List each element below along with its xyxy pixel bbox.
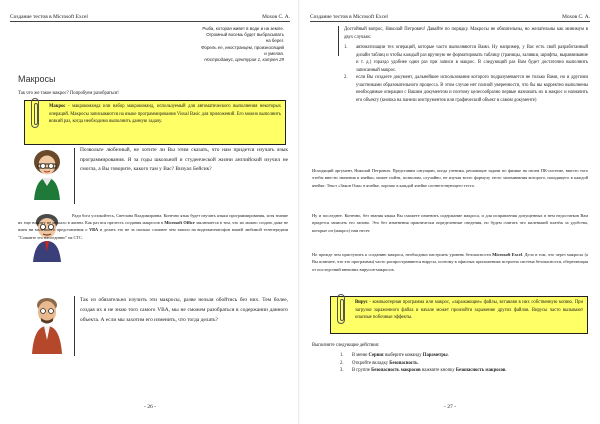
- definition-box: [24, 100, 286, 145]
- dialog-teacher: Так из обязательно изучить эти макросы, разве нельзя обойтись без них. Тем более, создая их я не знаю того самого VBA, мы не сможем разобраться в содержании данного объекта. А если мы захотим его изменить, что тогда делать?: [80, 297, 288, 323]
- header-author: Мохов С. А.: [562, 14, 590, 20]
- header-author: Мохов С. А.: [262, 14, 290, 20]
- dialog-divider: [74, 296, 75, 356]
- paragraph: Ну и последнее. Конечно, без знания языка Вы сможете изменить содержание макроса, и для исправления допущенных в нем недостатков Вам придется записать его заново. Это без изменения практически определенные сведения, но будем считать что маленький платёж за удобства, которые он (макрос) нам несет.: [312, 213, 588, 233]
- left-header: [10, 14, 290, 22]
- list-item: 1. автоматизации тех операций, которые часто выполняются Вами. Ну например, у Вас есть свой разработанный дизайн таблиц и чтобы каждый раз вручную не форматировать таблицу (границы, заливки, шрифты, выравнивание и т. д.) гораздо удобнее один раз при записи в макрос. В следующий раз Вам будет достаточно выполнить записанный макрос.: [344, 45, 588, 73]
- woman-character: [28, 148, 66, 200]
- steps-list: [340, 352, 588, 375]
- list-item: 1. В меню Сервис выберите команду Параметры.: [340, 353, 449, 358]
- dialog-woman: Позвольте любезный, не хотите ли Вы этим сказать, что нам придется изучать язык программирования. Я за годы школьной и студенческой жизни английский изучил не смогла, а Вы говорите, какого там у Вас? Визуал Бейсик?: [80, 147, 288, 173]
- steps-intro: Выполните следующие действия:: [312, 343, 380, 348]
- intro-text: Так что же такое макрос? Попробуем разобраться!: [18, 91, 119, 96]
- dialog-man: [18, 212, 288, 241]
- dialog-divider: [74, 148, 75, 204]
- right-page: [300, 0, 600, 424]
- epigraph: [134, 26, 284, 63]
- page-number: - 27 -: [443, 404, 457, 410]
- definition-term: Макрос: [49, 104, 66, 109]
- list-item: 2. Откройте вкладку Безопасность.: [340, 360, 419, 366]
- epigraph-line: на берег.: [265, 38, 284, 44]
- list-item: 3. В группе Безопасность макросов нажмите кнопку Безопасность макросов.: [340, 368, 507, 373]
- definition-text: - макрокоманда или набор макрокоманд, используемый для автоматического выполнения некоторых операций. Макросы записываются на языке программирования Visual Basic для приложений. Его можно выполнить всякий раз, когда необходимо выполнить данную задачу.: [49, 104, 281, 124]
- header-title: Создание тестов в Microsoft Excel: [10, 14, 88, 20]
- dialog-man-b: Microsoft Office: [164, 220, 195, 226]
- answer-intro: Достойный вопрос, Николай Петрович! Давайте по порядку. Макросы не обязательны, но желательны как минимум в двух случаях:: [344, 27, 588, 40]
- header-title: Создание тестов в Microsoft Excel: [310, 14, 388, 20]
- reasons-list: [344, 44, 588, 104]
- definition-text: - компьютерная программа или макрос, «заражающие» файлы, вставляя в них собственную копию. При загрузке зараженного файла и начале может произойти заражение других файлов. Вирусы часто вызывают опасные побочные эффекты.: [355, 300, 583, 320]
- epigraph-source: Ностродамус, Центурия 1, катрен 29: [204, 57, 284, 63]
- list-item: 2. если Вы создаете документ, дальнейшее использование которого подразумевается не только Вами, но и другими участниками образовательного процесса. В этом случае нет полной уверенности, что бы вы корректно выполнены необходимые операции с Вашим документом и поэтому целесообразно первые назначать их в макрос и назначить его объекту (кнопка на панели инструментов или графический объект в самом документе): [344, 75, 588, 103]
- dialog-divider: [338, 26, 339, 56]
- paragraph: Но прежде чем приступить к созданию макроса, необходимо настроить уровень безопасности Microsoft Excel. Дело в том, что через макросы (а Вы помните, что это программы) часто распространяются вирусы, поэтому в офисных приложениях встроена система безопасности, оберегающая от последствий внешних вирусов-макросов.: [312, 252, 588, 272]
- epigraph-line: Рыба, которая живет в воде и на земле.: [202, 26, 284, 31]
- dialog-man-a: Ради бога успокойтесь, Светлана Владимировна. Конечно язык будет изучить языки программирования, хотя знание их еще никому не мешало в жизни. Как раз вся прелесть создания макросов в: [18, 213, 288, 226]
- epigraph-line: Огромный восемь будет выбрасывать: [206, 32, 284, 38]
- definition-term: Вирус: [355, 300, 368, 305]
- dialog-man-d: VBA: [89, 227, 99, 233]
- dialog-man-e: и делать это не за сколько сложнее чем записи на видеомагнитофон вашей любимой телепередачи "Сошанте это насоединно" на СТС.: [18, 227, 288, 240]
- page-number: - 26 -: [143, 404, 157, 410]
- paperclip-icon: [337, 294, 345, 324]
- virus-definition-box: [330, 296, 588, 334]
- teacher-character: [28, 296, 66, 354]
- epigraph-line: Форель ее, иностранцем, произносящий: [201, 44, 284, 50]
- dialog-man-c: заключается в том, что их можно создать даже не имея ни малейшего представления о: [18, 220, 289, 233]
- epigraph-line: и умелая.: [264, 50, 284, 56]
- section-heading: Макросы: [18, 74, 56, 84]
- paragraph: Исходящий аргумент, Николай Петрович. Представим ситуацию, когда ученика, решающие задачи по физике на своем ПК-системе, вместо того чтобы внести значения в ячейки, может пойти, позволим, случайно, не изучая всего формулу этого запоминания которого, находящего в каждой ячейке. Текст «Закон Ома» в ячейке, хорошо в каждой ячейке соответствующего теста.: [312, 168, 588, 188]
- right-header: [310, 14, 590, 22]
- paperclip-icon: [31, 98, 39, 128]
